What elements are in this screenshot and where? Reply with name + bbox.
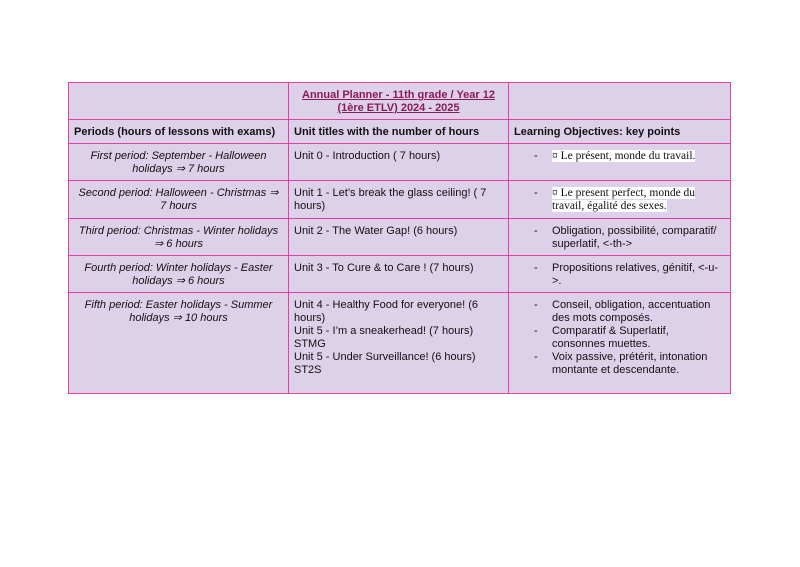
table-row xyxy=(69,219,731,256)
objectives-list xyxy=(514,262,725,288)
dash-bullet: - xyxy=(534,225,538,237)
unit-title: Unit 5 - Under Surveillance! (6 hours) ST2S xyxy=(294,351,476,376)
table-row xyxy=(69,144,731,181)
objectives-list xyxy=(514,187,725,213)
planner-title-line1: Annual Planner - 11th grade / Year 12 xyxy=(302,89,495,101)
planner-title xyxy=(289,83,509,120)
period-cell: Fifth period: Easter holidays - Summer holidays ⇒ 10 hours xyxy=(69,293,289,394)
units-cell xyxy=(289,181,509,219)
objective-text: Conseil, obligation, accentuation des mots composés. xyxy=(552,299,711,324)
objectives-list xyxy=(514,299,725,377)
objectives-cell xyxy=(509,293,731,394)
annual-planner-table xyxy=(68,82,731,394)
units-cell xyxy=(289,219,509,256)
objective-text: Propositions relatives, génitif, <-u->. xyxy=(552,262,718,287)
planner-title-line2: (1ère ETLV) 2024 - 2025 xyxy=(337,102,460,114)
unit-title: Unit 1 - Let’s break the glass ceiling! ( 7 hours) xyxy=(294,187,487,212)
unit-title: Unit 0 - Introduction ( 7 hours) xyxy=(294,150,441,162)
period-cell: Second period: Halloween - Christmas ⇒ 7 hours xyxy=(69,181,289,219)
objective-item xyxy=(514,262,725,288)
objective-item xyxy=(514,150,725,163)
objectives-cell xyxy=(509,181,731,219)
title-empty-cell-right xyxy=(509,83,731,120)
unit-title: Unit 3 - To Cure & to Care ! (7 hours) xyxy=(294,262,474,274)
objective-item xyxy=(514,325,725,351)
objective-text: Obligation, possibilité, comparatif/ superlatif, <-th-> xyxy=(552,225,717,250)
objectives-list xyxy=(514,150,725,163)
units-cell xyxy=(289,293,509,394)
objective-item xyxy=(514,351,725,377)
header-units: Unit titles with the number of hours xyxy=(289,120,509,144)
units-cell xyxy=(289,144,509,181)
objectives-cell xyxy=(509,144,731,181)
table-row xyxy=(69,181,731,219)
objective-item xyxy=(514,187,725,213)
unit-title: Unit 4 - Healthy Food for everyone! (6 hours) xyxy=(294,299,479,324)
objective-text: ¤ Le présent, monde du travail. xyxy=(552,150,696,162)
objectives-list xyxy=(514,225,725,251)
objective-item xyxy=(514,225,725,251)
objective-text: ¤ Le present perfect, monde du travail, égalité des sexes. xyxy=(552,187,696,212)
title-row xyxy=(69,83,731,120)
objective-item xyxy=(514,299,725,325)
dash-bullet: - xyxy=(534,351,538,363)
dash-bullet: - xyxy=(534,299,538,311)
dash-bullet: - xyxy=(534,150,538,162)
unit-title: Unit 5 - I’m a sneakerhead! (7 hours) STMG xyxy=(294,325,474,350)
period-cell: Third period: Christmas - Winter holidays ⇒ 6 hours xyxy=(69,219,289,256)
header-objectives: Learning Objectives: key points xyxy=(509,120,731,144)
objectives-cell xyxy=(509,219,731,256)
header-periods: Periods (hours of lessons with exams) xyxy=(69,120,289,144)
units-cell xyxy=(289,256,509,293)
period-cell: First period: September - Halloween holidays ⇒ 7 hours xyxy=(69,144,289,181)
objective-text: Voix passive, prétérit, intonation montante et descendante. xyxy=(552,351,708,376)
dash-bullet: - xyxy=(534,325,538,337)
table-row xyxy=(69,256,731,293)
header-row xyxy=(69,120,731,144)
dash-bullet: - xyxy=(534,187,538,199)
dash-bullet: - xyxy=(534,262,538,274)
objectives-cell xyxy=(509,256,731,293)
objective-text: Comparatif & Superlatif, consonnes muettes. xyxy=(552,325,669,350)
table-row xyxy=(69,293,731,394)
title-empty-cell-left xyxy=(69,83,289,120)
period-cell: Fourth period: Winter holidays - Easter holidays ⇒ 6 hours xyxy=(69,256,289,293)
unit-title: Unit 2 - The Water Gap! (6 hours) xyxy=(294,225,458,237)
